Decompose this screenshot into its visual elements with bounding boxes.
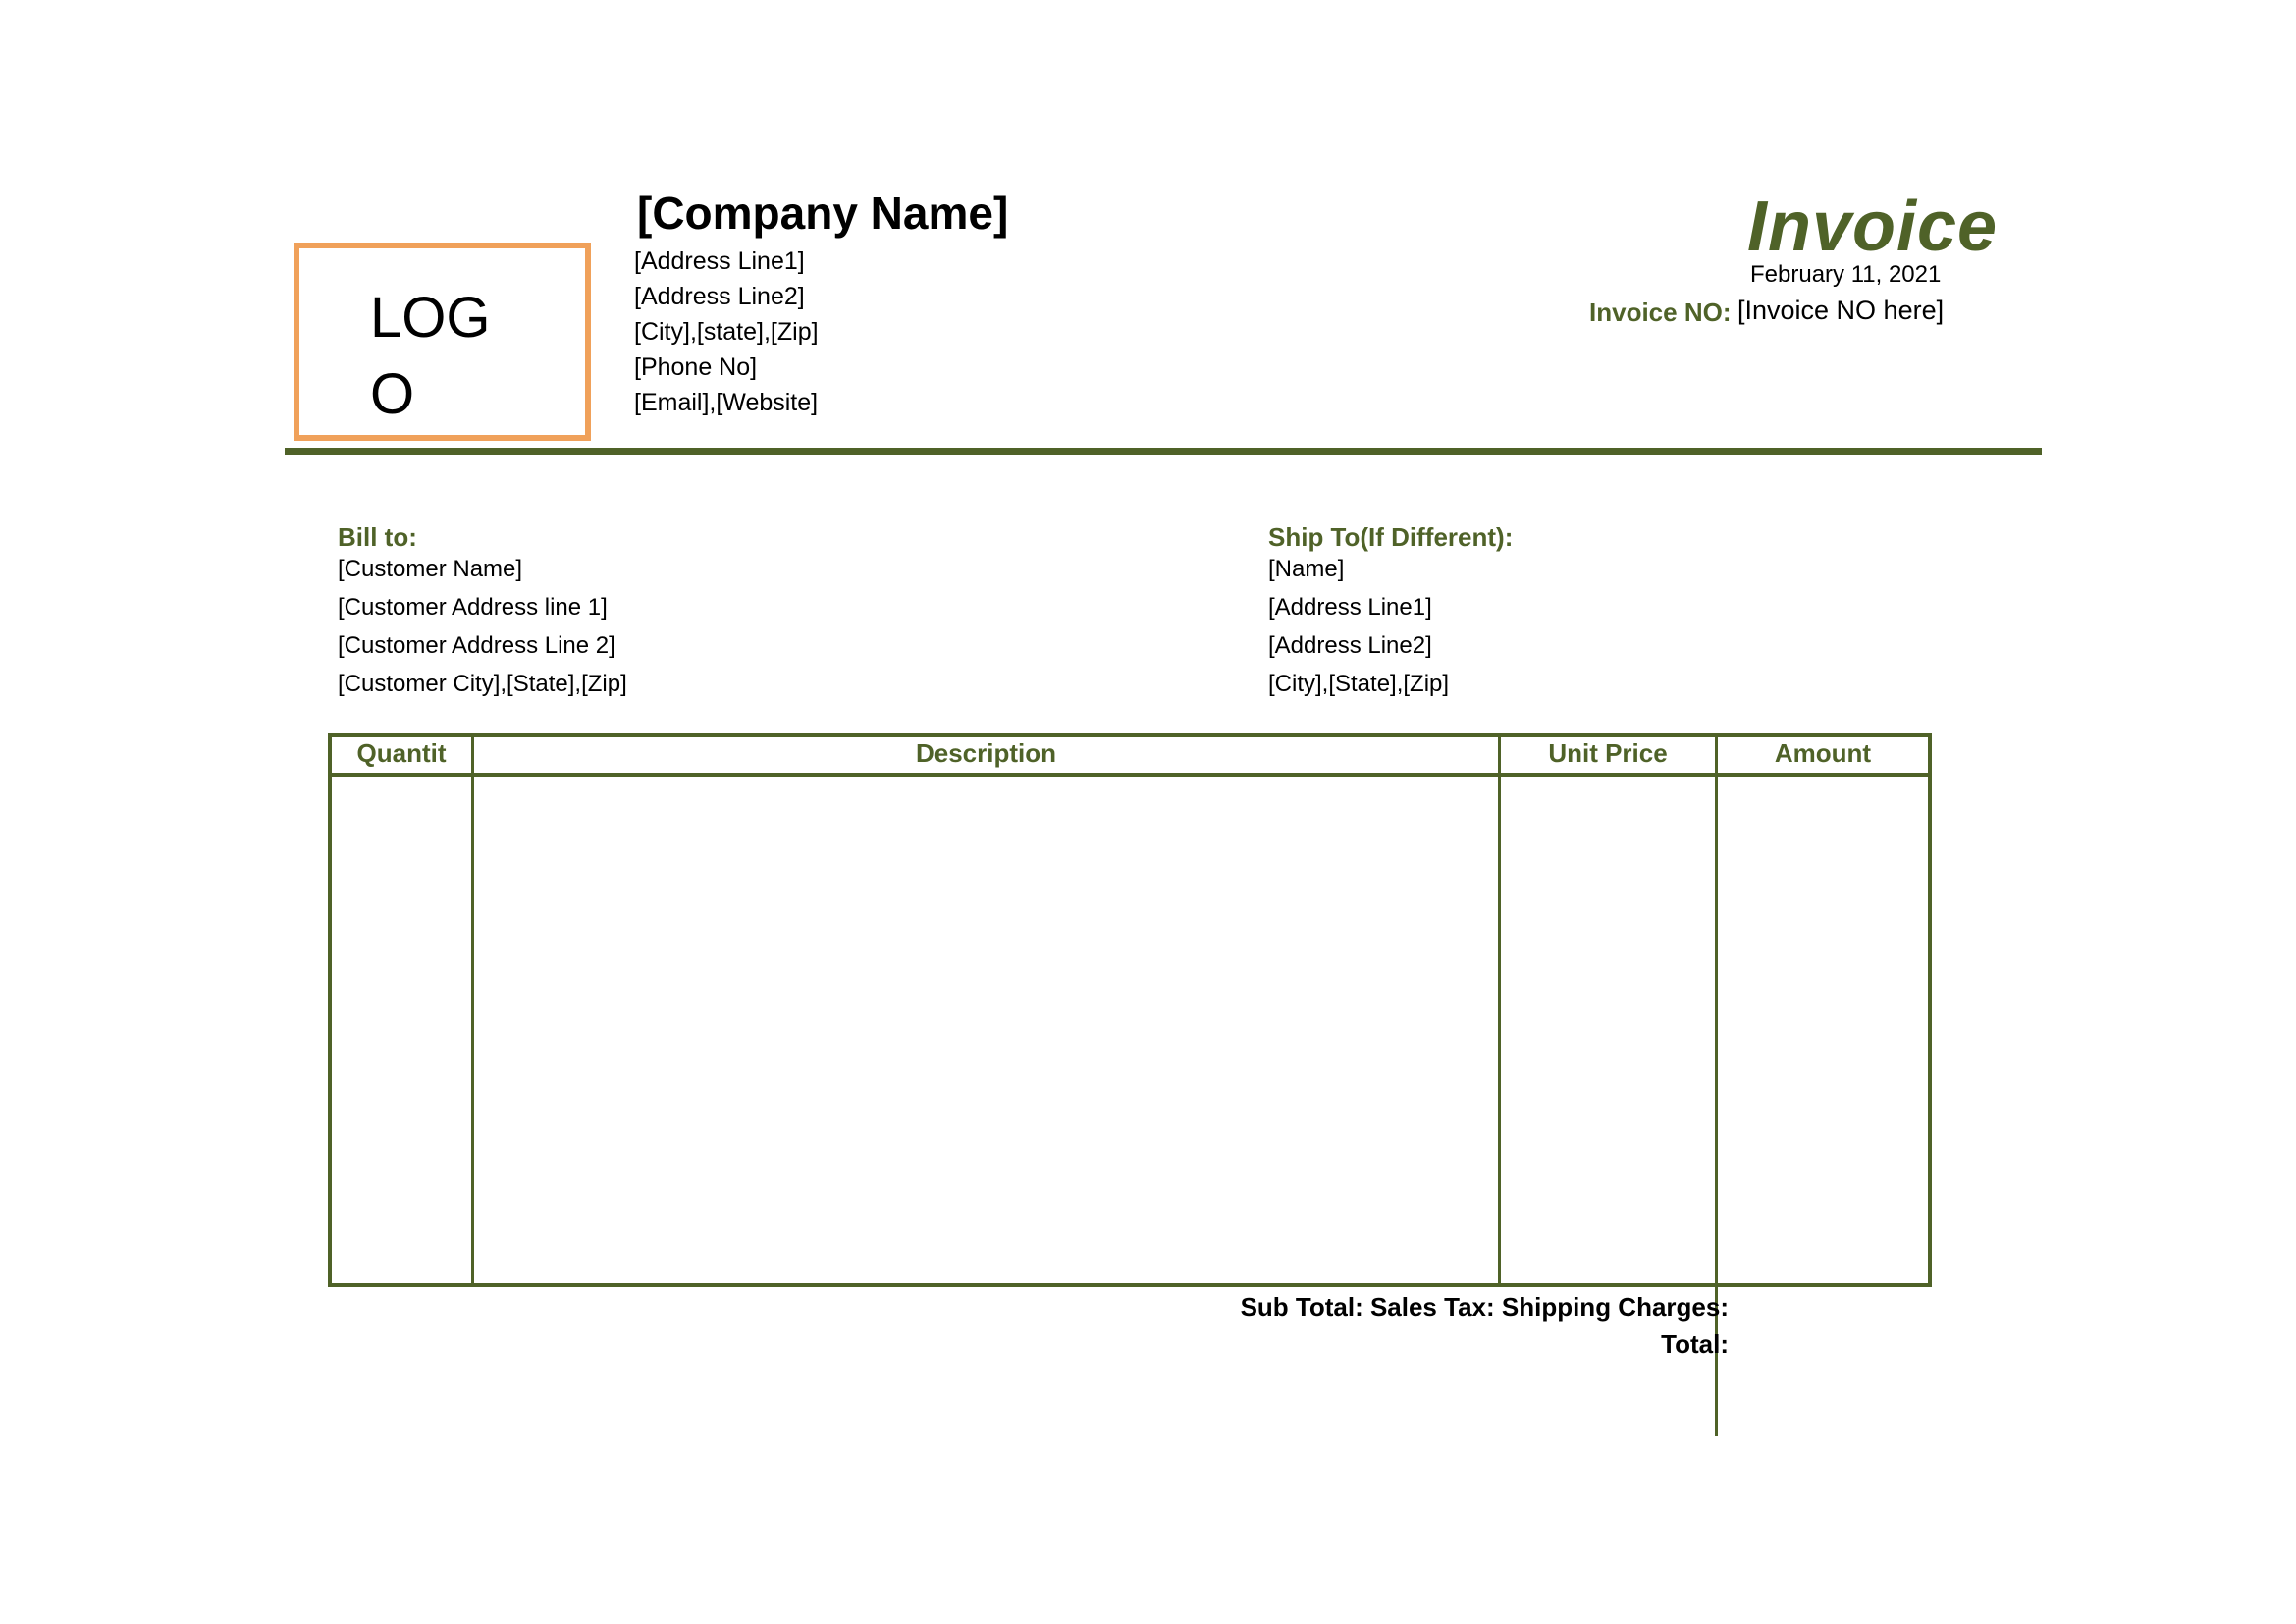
table-column-divider-description [1498,733,1501,1287]
table-header-divider [328,773,1932,777]
invoice-title: Invoice [1747,188,1999,266]
table-header-quantity: Quantit [356,738,447,768]
line-items-table [328,733,1932,1287]
table-header-description: Description [915,738,1057,768]
bill-to-city-state-zip: [Customer City],[State],[Zip] [338,671,627,697]
bill-to-address-line-2: [Customer Address Line 2] [338,632,615,659]
ship-to-address-line-1: [Address Line1] [1268,594,1432,621]
header-divider [285,448,2042,455]
ship-to-name: [Name] [1268,556,1345,582]
company-city-state-zip: [City],[state],[Zip] [634,318,819,346]
table-header-amount: Amount [1774,738,1872,768]
table-column-divider-quantity [471,733,474,1287]
logo-text: LOGO [370,286,491,426]
bill-to-label: Bill to: [338,522,417,552]
company-email-website: [Email],[Website] [634,389,819,416]
company-name: [Company Name] [637,188,1009,239]
total-label: Total: [1661,1329,1729,1359]
company-address-line-1: [Address Line1] [634,247,805,275]
table-header-unit-price: Unit Price [1548,738,1668,768]
bill-to-address-line-1: [Customer Address line 1] [338,594,608,621]
logo-placeholder [294,243,591,441]
ship-to-label: Ship To(If Different): [1268,522,1514,552]
invoice-date: February 11, 2021 [1750,261,1942,288]
bill-to-customer-name: [Customer Name] [338,556,523,582]
ship-to-address-line-2: [Address Line2] [1268,632,1432,659]
invoice-number-label: Invoice NO: [1589,298,1732,327]
company-address-line-2: [Address Line2] [634,283,805,310]
invoice-number-value: [Invoice NO here] [1737,296,1945,325]
company-phone: [Phone No] [634,353,758,381]
totals-labels: Sub Total: Sales Tax: Shipping Charges: [1240,1292,1729,1322]
ship-to-city-state-zip: [City],[State],[Zip] [1268,671,1450,697]
